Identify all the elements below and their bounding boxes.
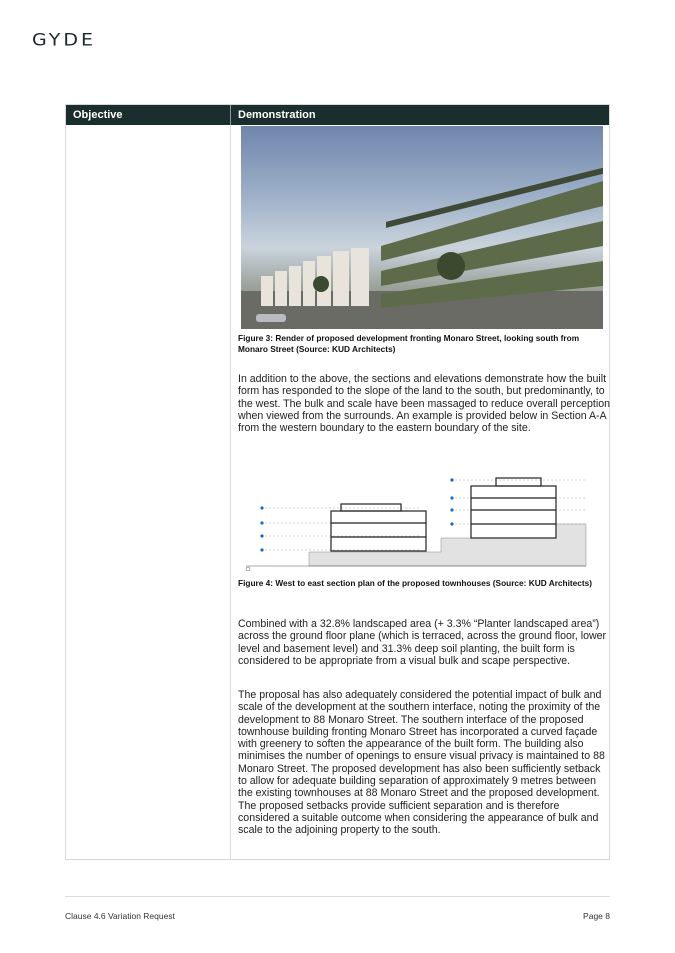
column-header-demonstration: Demonstration xyxy=(238,109,316,121)
figure-4-section-drawing xyxy=(241,466,603,571)
column-header-objective: Objective xyxy=(66,105,231,125)
footer-divider xyxy=(65,896,610,897)
gyde-logo: GYDE xyxy=(32,30,97,50)
footer-page-number: Page 8 xyxy=(583,911,610,921)
objective-demonstration-table xyxy=(65,104,610,860)
table-header xyxy=(66,105,609,125)
figure-3-render-image xyxy=(241,126,603,329)
paragraph-sections-elevations: In addition to the above, the sections and elevations demonstrate how the built form has responded to the slope of the land to the south, but predominantly, to the west. The bulk and scale have been massaged to reduce overall perception when viewed from the surrounds. An example is provided below in Section A-A from the western boundary to the eastern boundary of the site. xyxy=(238,373,610,435)
figure-4-caption: Figure 4: West to east section plan of the proposed townhouses (Source: KUD Architects) xyxy=(238,578,593,588)
footer-document-title: Clause 4.6 Variation Request xyxy=(65,911,175,921)
figure-3-caption: Figure 3: Render of proposed development fronting Monaro Street, looking south from Monaro Street (Source: KUD Architects) xyxy=(238,333,580,354)
paragraph-southern-interface: The proposal has also adequately considered the potential impact of bulk and scale of the development at the southern interface, noting the proximity of the development to 88 Monaro Street. The southern interface of the proposed townhouse building fronting Monaro Street has incorporated a curved façade with greenery to soften the appearance of the built form. The building also minimises the number of openings to ensure visual privacy is maintained to 88 Monaro Street. The proposed development has also been sufficiently setback to allow for adequate building separation of approximately 9 metres between the existing townhouses at 88 Monaro Street and the proposed development. The proposed setbacks provide sufficient separation and is therefore considered a suitable outcome when considering the appearance of bulk and scale to the adjoining property to the south. xyxy=(238,689,605,837)
column-divider xyxy=(230,125,231,859)
paragraph-landscaped-area: Combined with a 32.8% landscaped area (+ 3.3% “Planter landscaped area”) across the ground floor plane (which is terraced, across the ground floor, lower level and basement level) and 31.3% deep soil planting, the built form is considered to be appropriate from a visual bulk and scape perspective. xyxy=(238,618,607,667)
